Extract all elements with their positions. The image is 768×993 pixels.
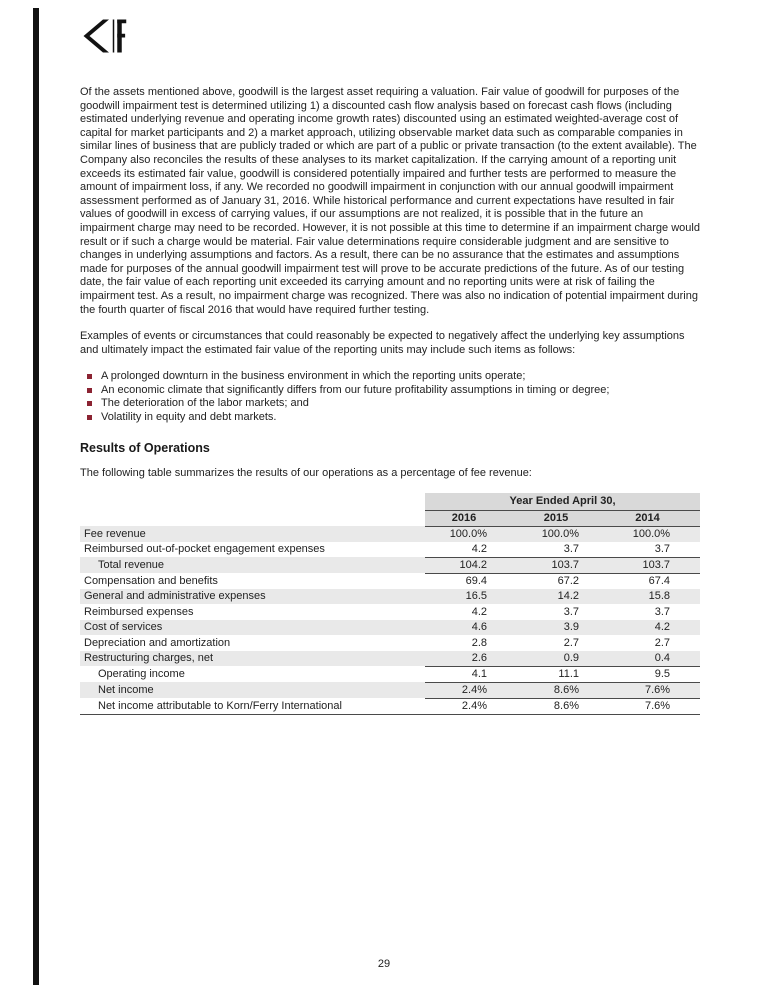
page-content (80, 86, 700, 715)
row-value: 2.4% (425, 698, 517, 714)
row-label: Compensation and benefits (84, 574, 218, 587)
kf-monogram-icon (79, 16, 127, 56)
row-label: Depreciation and amortization (84, 636, 231, 649)
table-intro-paragraph: The following table summarizes the results of our operations as a percentage of fee revenue: (80, 466, 532, 479)
bullet-item (87, 411, 700, 425)
blank-header-cell (80, 493, 425, 510)
row-value: 7.6% (609, 698, 700, 714)
row-label: Total revenue (80, 557, 425, 573)
row-value: 3.7 (563, 605, 579, 618)
table-row (80, 698, 700, 714)
row-value: 11.1 (517, 666, 609, 682)
row-label: Net income attributable to Korn/Ferry International (80, 698, 425, 714)
row-value: 16.5 (425, 589, 517, 605)
row-value: 4.2 (471, 605, 487, 618)
results-table-body (80, 526, 700, 714)
table-row (80, 635, 700, 651)
table-row (80, 604, 700, 620)
row-value: 2.7 (654, 636, 671, 649)
row-value: 2.6 (425, 651, 517, 667)
row-value: 100.0% (425, 526, 517, 542)
table-row (80, 557, 700, 573)
table-row (80, 682, 700, 698)
row-value: 69.4 (465, 574, 487, 587)
row-value: 4.6 (425, 620, 517, 636)
row-value: 7.6% (609, 682, 700, 698)
square-bullet-icon (87, 401, 92, 406)
blank-header-cell (80, 510, 425, 526)
bullet-item (87, 397, 700, 411)
square-bullet-icon (87, 374, 92, 379)
year-column-header: 2016 (425, 510, 517, 526)
square-bullet-icon (87, 415, 92, 420)
page-footer (0, 958, 768, 970)
results-of-operations-table (80, 493, 700, 715)
bullet-text: A prolonged downturn in the business environment in which the reporting units operate; (101, 370, 526, 383)
year-column-header: 2015 (517, 510, 609, 526)
row-label: Restructuring charges, net (80, 651, 425, 667)
row-value: 0.9 (517, 651, 609, 667)
bullet-item (87, 384, 700, 398)
results-of-operations-heading: Results of Operations (80, 440, 210, 455)
row-value: 103.7 (517, 557, 609, 573)
table-row (80, 620, 700, 636)
bullet-text: The deterioration of the labor markets; and (101, 397, 309, 410)
row-label: Fee revenue (80, 526, 425, 542)
row-value: 2.8 (471, 636, 487, 649)
table-row (80, 651, 700, 667)
row-value: 3.7 (654, 605, 671, 618)
row-value: 0.4 (609, 651, 700, 667)
examples-intro-paragraph: Examples of events or circumstances that could reasonably be expected to negatively affect the underlying key assumptions and ultimately impact the estimated fair value of the reporting units may include such items as follows: (80, 330, 685, 356)
row-value: 15.8 (609, 589, 700, 605)
bullet-text: An economic climate that significantly differs from our future profitability assumptions in timing or degree; (101, 383, 610, 396)
row-value: 4.2 (609, 620, 700, 636)
table-row (80, 589, 700, 605)
row-value: 9.5 (609, 666, 700, 682)
row-value: 2.7 (563, 636, 579, 649)
row-value: 100.0% (609, 526, 700, 542)
row-value: 104.2 (425, 557, 517, 573)
page-edge-bar (33, 8, 39, 985)
row-label: Operating income (98, 667, 185, 680)
row-value: 3.9 (517, 620, 609, 636)
row-value: 2.4% (425, 682, 517, 698)
row-value: 8.6% (517, 698, 609, 714)
row-value: 8.6% (517, 682, 609, 698)
row-label: Net income (80, 682, 425, 698)
bullet-text: Volatility in equity and debt markets. (101, 411, 277, 424)
table-spanner-row (80, 493, 700, 510)
row-label: Cost of services (80, 620, 425, 636)
row-value: 67.2 (557, 574, 579, 587)
table-row (80, 573, 700, 589)
row-value: 100.0% (517, 526, 609, 542)
row-value: 4.1 (425, 666, 517, 682)
year-column-header: 2014 (609, 510, 700, 526)
table-row (80, 666, 700, 682)
row-label: General and administrative expenses (80, 589, 425, 605)
year-header-row (80, 510, 700, 526)
table-row (80, 542, 700, 558)
row-value: 14.2 (517, 589, 609, 605)
row-value: 3.7 (609, 542, 700, 558)
square-bullet-icon (87, 388, 92, 393)
row-value: 4.2 (425, 542, 517, 558)
row-value: 3.7 (517, 542, 609, 558)
bullet-item (87, 370, 700, 384)
row-value: 103.7 (609, 557, 700, 573)
goodwill-valuation-paragraph: Of the assets mentioned above, goodwill is the largest asset requiring a valuation. Fair value of goodwill for purposes of the goodwill impairment test is determined utilizing 1) a discounted cash flow analysis based on forecast cash flows (including estimated underlying revenue and operating income growth rates) discounted using an estimated weighted-average cost of capital for market participants and 2) a market approach, utilizing observable market data such as comparable companies in similar lines of business that are publicly traded or which are part of a public or private transaction (to the extent available). The Company also reconciles the results of these analyses to its market capitalization. If the carrying amount of a reporting unit exceeds its estimated fair value, goodwill is considered potentially impaired and further tests are performed to measure the amount of impairment loss, if any. We recorded no goodwill impairment in conjunction with our annual goodwill impairment assessment performed as of January 31, 2016. While historical performance and current expectations have resulted in fair values of goodwill in excess of carrying values, if our assumptions are not realized, it is possible that in the future an impairment charge may need to be recorded. However, it is not possible at this time to determine if an impairment charge would result or if such a charge would be material. Fair value determinations require considerable judgment and are sensitive to changes in underlying assumptions and factors. As a result, there can be no assurance that the estimates and assumptions made for purposes of the annual goodwill impairment test will prove to be accurate predictions of the future. As of our testing date, the fair value of each reporting unit exceeded its carrying amount and no reporting units were at risk of failing the impairment test. As a result, no impairment charge was recognized. There was also no indication of potential impairment during the fourth quarter of fiscal 2016 that would have required further testing. (80, 86, 700, 316)
korn-ferry-kf-logo (79, 16, 129, 58)
risk-bullet-list (87, 370, 700, 424)
table-row (80, 526, 700, 542)
year-ended-spanner: Year Ended April 30, (425, 493, 700, 510)
row-label: Reimbursed expenses (84, 605, 194, 618)
row-label: Reimbursed out-of-pocket engagement expenses (84, 543, 325, 555)
row-value: 67.4 (648, 574, 671, 587)
page-number: 29 (377, 958, 391, 970)
